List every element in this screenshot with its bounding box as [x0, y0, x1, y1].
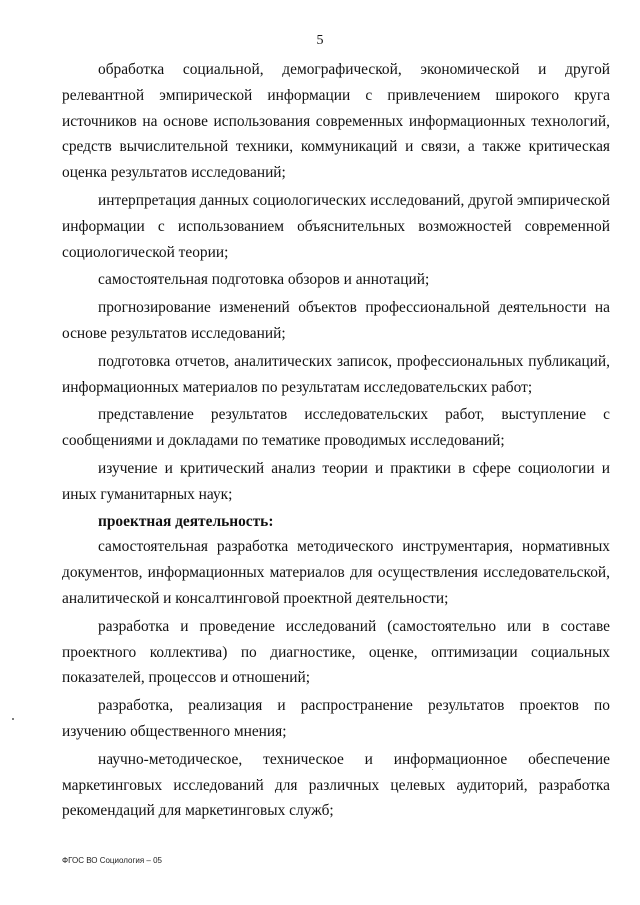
document-body [62, 57, 610, 825]
paragraph-data-processing: обработка социальной, демографической, экономической и другой релевантной эмпирической информации с привлечением широкого круга источников на основе использования современных информационных технологий, средств вычислительной техники, коммуникаций и связи, а также критическая оценка результатов исследований; [62, 61, 610, 182]
paragraph-methodology: самостоятельная разработка методического инструментария, нормативных документов, информационных материалов для осуществления исследовательской, аналитической и консалтинговой проектной деятельности; [62, 538, 610, 607]
paragraph-reports: подготовка отчетов, аналитических записок, профессиональных публикаций, информационных материалов по результатам исследовательских работ; [62, 352, 610, 396]
paragraph-reviews: самостоятельная подготовка обзоров и аннотаций; [98, 271, 430, 289]
scan-speck [12, 718, 14, 720]
paragraph-research-design: разработка и проведение исследований (самостоятельно или в составе проектного коллектива) по диагностике, оценке, оптимизации социальных показателей, процессов и отношений; [62, 617, 610, 687]
scan-speck [432, 769, 433, 770]
paragraph-presentation: представление результатов исследовательских работ, выступление с сообщениями и докладами по тематике проводимых исследований; [62, 406, 610, 450]
section-heading: проектная деятельность: [98, 512, 274, 530]
paragraph-marketing: научно-методическое, техническое и информационное обеспечение маркетинговых исследований для различных целевых аудиторий, разработка рекомендаций для маркетинговых служб; [62, 750, 610, 820]
paragraph-critical-analysis: изучение и критический анализ теории и практики в сфере социологии и иных гуманитарных наук; [62, 459, 610, 503]
paragraph-forecasting: прогнозирование изменений объектов профессиональной деятельности на основе результатов исследований; [62, 299, 610, 342]
page-number: 5 [316, 33, 324, 48]
paragraph-interpretation: интерпретация данных социологических исследований, другой эмпирической информации с использованием объяснительных возможностей современной социологической теории; [62, 191, 610, 261]
footer-label: ФГОС ВО Социология – 05 [62, 856, 162, 865]
paragraph-public-opinion: разработка, реализация и распространение результатов проектов по изучению общественного мнения; [62, 697, 610, 740]
